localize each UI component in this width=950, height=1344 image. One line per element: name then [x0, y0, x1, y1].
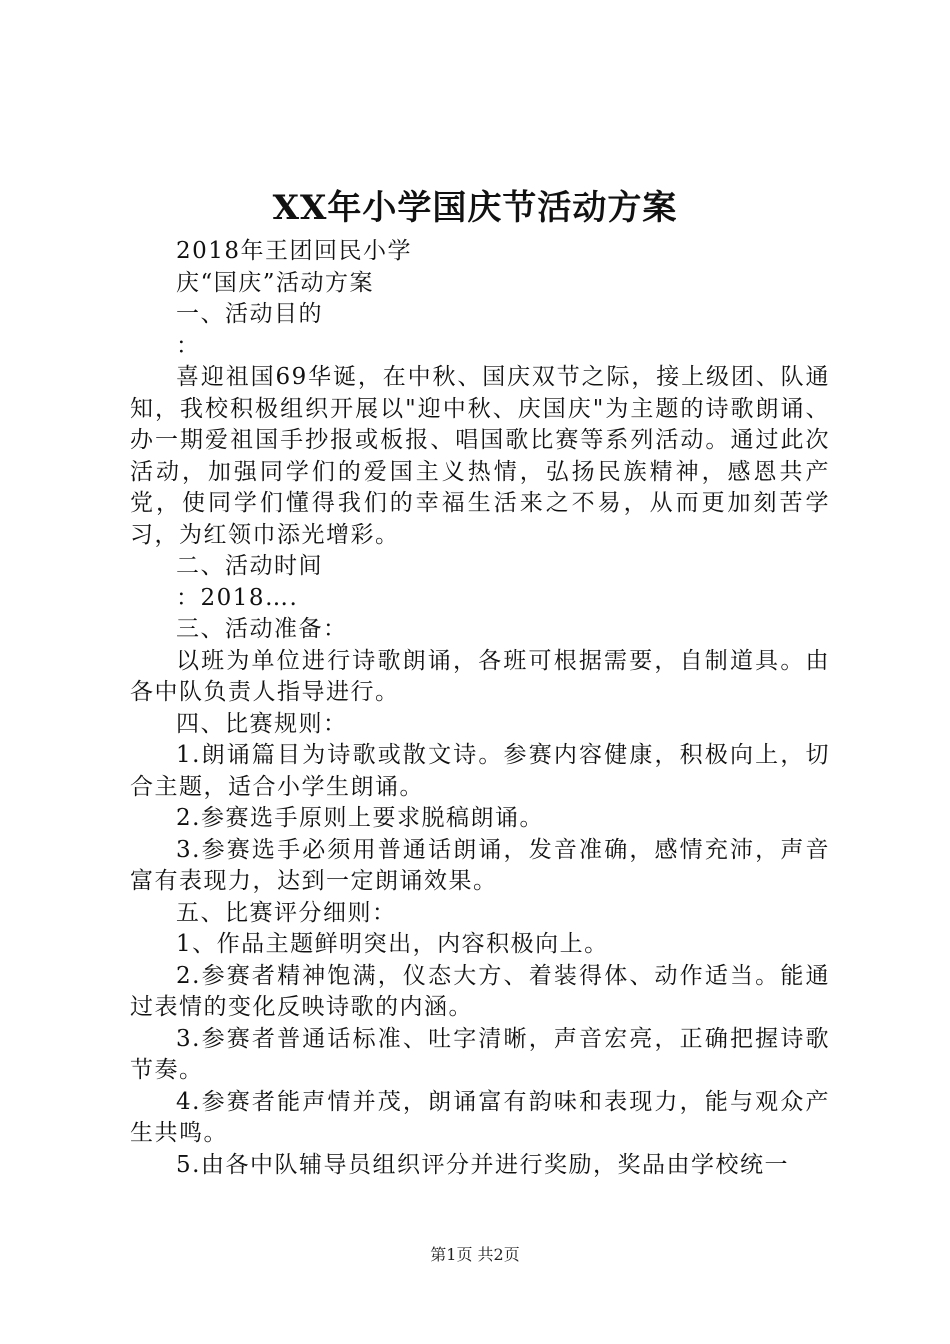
scoring-item: 3.参赛者普通话标准、吐字清晰，声音宏亮，正确把握诗歌节奏。 [130, 1025, 830, 1083]
section-heading-rules: 四、比赛规则： [176, 710, 348, 737]
preparation-paragraph: 以班为单位进行诗歌朗诵，各班可根据需要，自制道具。由各中队负责人指导进行。 [130, 647, 830, 705]
rule-item: 2.参赛选手原则上要求脱稿朗诵。 [176, 805, 544, 831]
rule-item: 1.朗诵篇目为诗歌或散文诗。参赛内容健康，积极向上，切合主题，适合小学生朗诵。 [130, 742, 830, 800]
document-title: XX年小学国庆节活动方案 [272, 188, 678, 228]
scoring-item: 1、作品主题鲜明突出，内容积极向上。 [176, 931, 609, 957]
section-heading-purpose: 一、活动目的 [176, 301, 323, 327]
plan-subtitle: 庆“国庆”活动方案 [176, 269, 375, 296]
section-heading-time: 二、活动时间 [176, 553, 323, 579]
section-heading-scoring: 五、比赛评分细则： [176, 899, 397, 926]
scoring-item: 5.由各中队辅导员组织评分并进行奖励，奖品由学校统一 [176, 1151, 789, 1178]
page-footer: 第1页 共2页 [430, 1245, 520, 1264]
colon-line: ： [176, 332, 201, 359]
school-name-line: 2018年王团回民小学 [176, 238, 413, 264]
section-heading-preparation: 三、活动准备： [176, 616, 348, 642]
scoring-item: 4.参赛者能声情并茂，朗诵富有韵味和表现力，能与观众产生共鸣。 [130, 1088, 830, 1146]
rule-item: 3.参赛选手必须用普通话朗诵，发音准确，感情充沛，声音富有表现力，达到一定朗诵效果。 [130, 836, 830, 894]
document-body [130, 236, 830, 1181]
time-line: ：2018…. [176, 584, 299, 611]
scoring-item: 2.参赛者精神饱满，仪态大方、着装得体、动作适当。能通过表情的变化反映诗歌的内涵。 [130, 962, 830, 1020]
purpose-paragraph: 喜迎祖国69华诞，在中秋、国庆双节之际，接上级团、队通知，我校积极组织开展以"迎中秋、庆国庆"为主题的诗歌朗诵、办一期爱祖国手抄报或板报、唱国歌比赛等系列活动。通过此次活动，加强同学们的爱国主义热情，弘扬民族精神，感恩共产党，使同学们懂得我们的幸福生活来之不易，从而更加刻苦学习，为红领巾添光增彩。 [130, 364, 830, 548]
